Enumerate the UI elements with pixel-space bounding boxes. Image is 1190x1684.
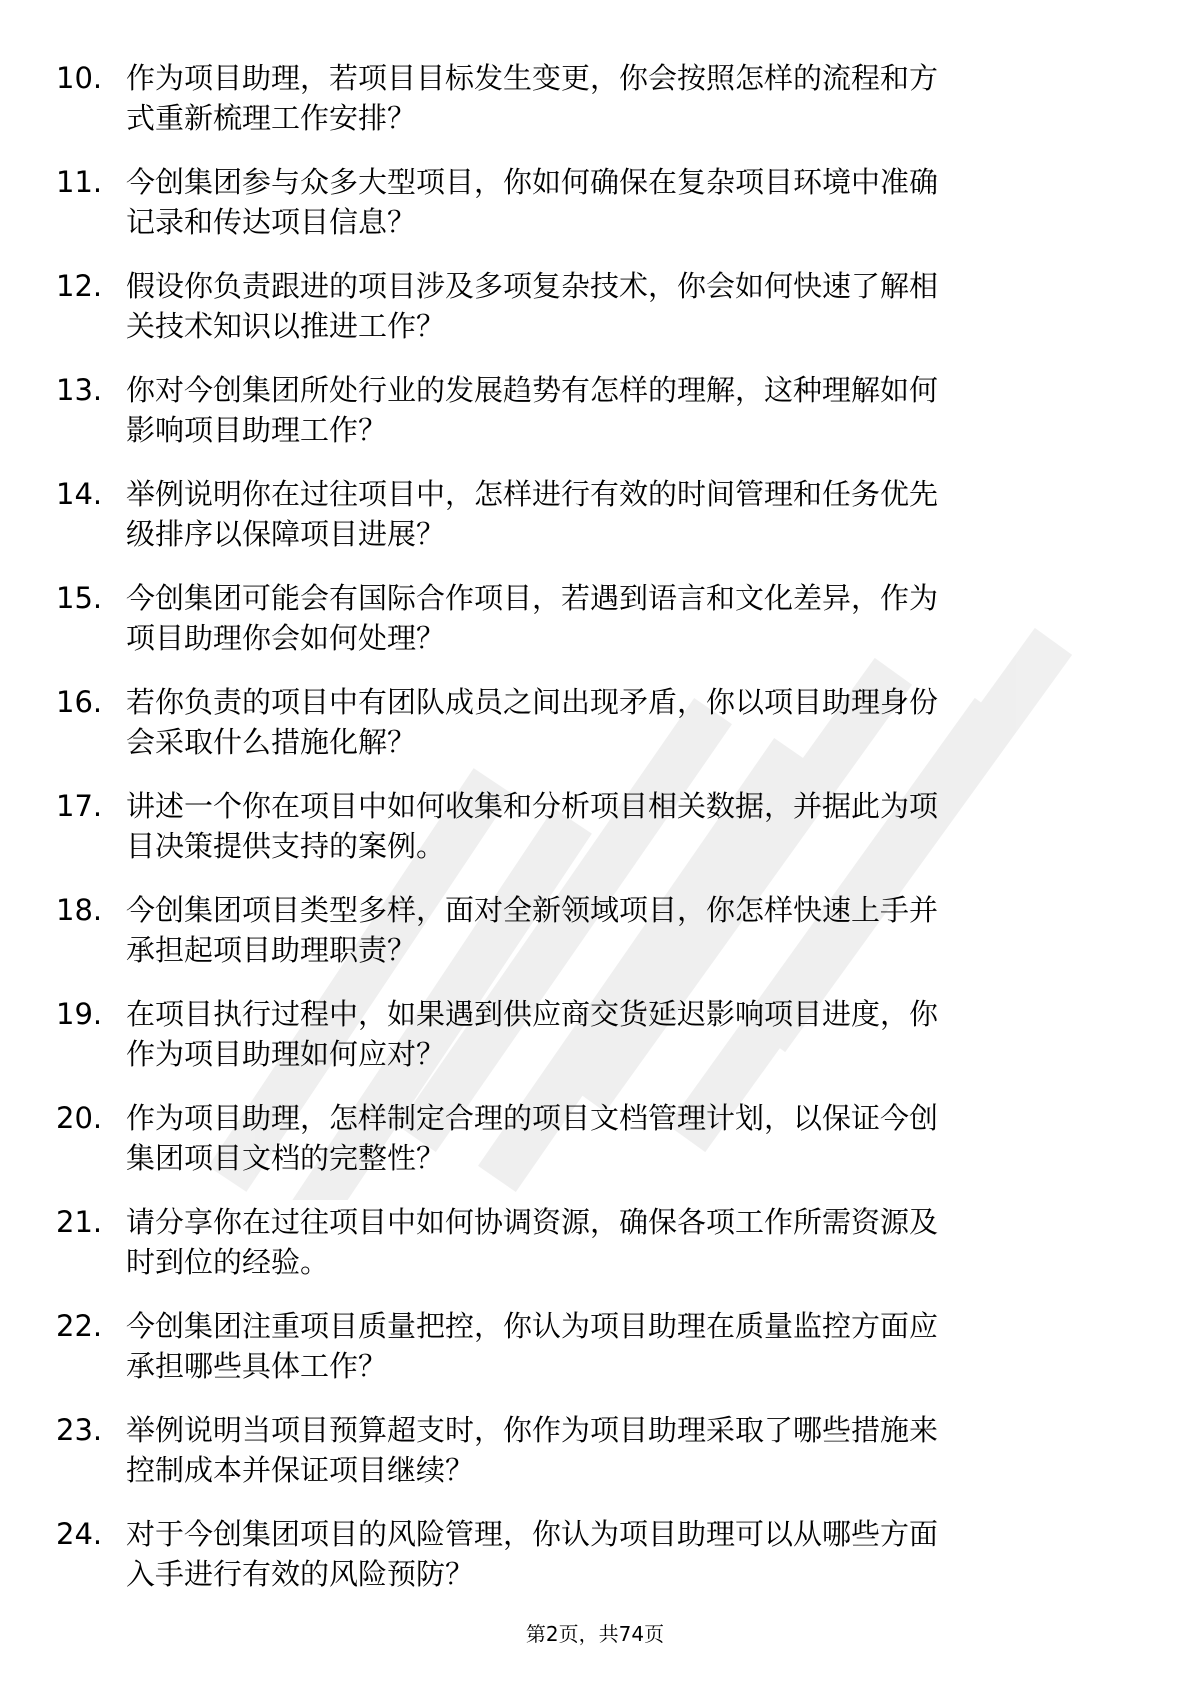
question-text [126,1410,1106,1490]
question-text-line: 今创集团注重项目质量把控，你认为项目助理在质量监控方面应 [126,1309,939,1343]
question-text-line: 你对今创集团所处行业的发展趋势有怎样的理解，这种理解如何 [126,373,939,407]
question-text-line: 举例说明你在过往项目中，怎样进行有效的时间管理和任务优先 [126,477,939,511]
question-text [126,162,1106,242]
question-text-line: 关技术知识以推进工作？ [126,309,446,343]
question-item [0,1196,1190,1300]
question-text [126,266,1106,346]
question-item [0,1300,1190,1404]
question-item [0,572,1190,676]
question-text-line: 假设你负责跟进的项目涉及多项复杂技术，你会如何快速了解相 [126,269,939,303]
question-text [126,58,1106,138]
question-number: 24. [56,1517,103,1551]
question-text-line: 承担哪些具体工作？ [126,1349,388,1383]
question-text-line: 集团项目文档的完整性？ [126,1141,446,1175]
question-item [0,52,1190,156]
question-text-line: 会采取什么措施化解？ [126,725,417,759]
question-item [0,988,1190,1092]
question-text-line: 承担起项目助理职责？ [126,933,417,967]
question-item [0,1092,1190,1196]
question-number: 15. [56,581,103,615]
question-item [0,1404,1190,1508]
question-text-line: 时到位的经验。 [126,1245,330,1279]
question-item [0,364,1190,468]
question-number: 11. [56,165,103,199]
question-text [126,474,1106,554]
question-text-line: 举例说明当项目预算超支时，你作为项目助理采取了哪些措施来 [126,1413,939,1447]
question-text-line: 今创集团项目类型多样，面对全新领域项目，你怎样快速上手并 [126,893,939,927]
question-number: 23. [56,1413,103,1447]
question-item [0,1508,1190,1612]
question-text [126,1306,1106,1386]
question-number: 16. [56,685,103,719]
question-text [126,1202,1106,1282]
page-footer: 第2页，共74页 [525,1622,665,1646]
question-number: 18. [56,893,103,927]
question-number: 14. [56,477,103,511]
question-list [0,52,1190,1612]
question-text-line: 今创集团可能会有国际合作项目，若遇到语言和文化差异，作为 [126,581,939,615]
question-text-line: 控制成本并保证项目继续？ [126,1453,475,1487]
question-number: 10. [56,61,103,95]
question-number: 21. [56,1205,103,1239]
question-text [126,578,1106,658]
question-text-line: 目决策提供支持的案例。 [126,829,446,863]
question-item [0,156,1190,260]
question-text-line: 对于今创集团项目的风险管理，你认为项目助理可以从哪些方面 [126,1517,939,1551]
question-text-line: 项目助理你会如何处理？ [126,621,446,655]
question-text [126,682,1106,762]
question-item [0,780,1190,884]
question-number: 17. [56,789,103,823]
question-text-line: 入手进行有效的风险预防？ [126,1557,475,1591]
question-text [126,890,1106,970]
question-text [126,370,1106,450]
question-number: 20. [56,1101,103,1135]
question-text [126,1098,1106,1178]
question-text [126,994,1106,1074]
question-text [126,1514,1106,1594]
question-text-line: 作为项目助理，若项目目标发生变更，你会按照怎样的流程和方 [126,61,939,95]
question-text-line: 影响项目助理工作？ [126,413,388,447]
question-number: 19. [56,997,103,1031]
question-text-line: 级排序以保障项目进展？ [126,517,446,551]
question-item [0,884,1190,988]
question-text-line: 若你负责的项目中有团队成员之间出现矛盾，你以项目助理身份 [126,685,939,719]
question-item [0,468,1190,572]
question-text-line: 讲述一个你在项目中如何收集和分析项目相关数据，并据此为项 [126,789,939,823]
question-text-line: 今创集团参与众多大型项目，你如何确保在复杂项目环境中准确 [126,165,939,199]
question-text-line: 请分享你在过往项目中如何协调资源，确保各项工作所需资源及 [126,1205,939,1239]
question-text-line: 作为项目助理，怎样制定合理的项目文档管理计划，以保证今创 [126,1101,939,1135]
question-item [0,676,1190,780]
question-text-line: 式重新梳理工作安排？ [126,101,417,135]
question-text-line: 在项目执行过程中，如果遇到供应商交货延迟影响项目进度，你 [126,997,939,1031]
question-number: 13. [56,373,103,407]
question-number: 22. [56,1309,103,1343]
question-number: 12. [56,269,103,303]
question-text [126,786,1106,866]
question-text-line: 作为项目助理如何应对？ [126,1037,446,1071]
question-item [0,260,1190,364]
question-text-line: 记录和传达项目信息？ [126,205,417,239]
